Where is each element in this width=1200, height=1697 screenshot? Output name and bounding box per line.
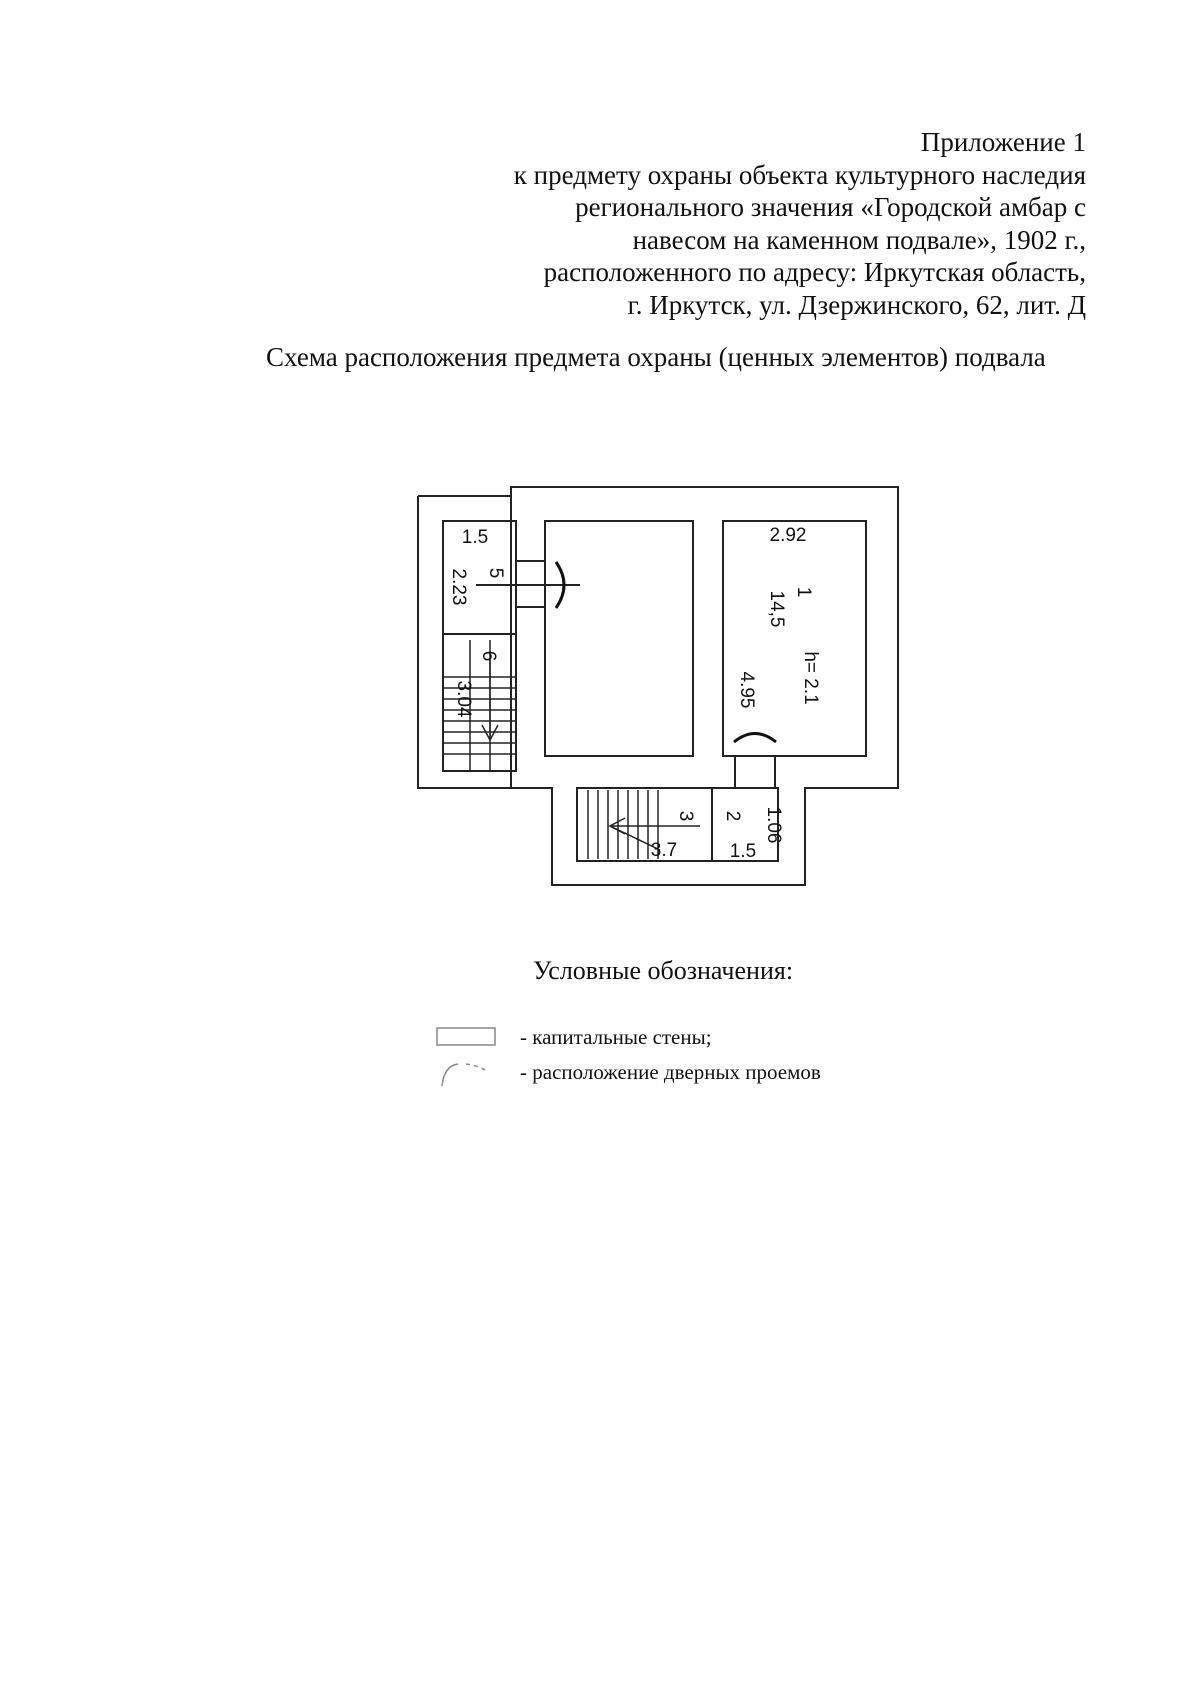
wall-legend-icon (436, 1026, 498, 1048)
room-3-length-label: 3.7 (650, 840, 678, 861)
room-5-length-label: 2.23 (448, 568, 469, 606)
room-1-area-label: 14,5 (766, 590, 787, 628)
legend-walls-text: - капитальные стены; (520, 1025, 712, 1049)
header-line: регионального значения «Городской амбар с (575, 192, 1086, 222)
room-2-width-label: 1.5 (729, 841, 757, 862)
room-1-width-label: 2.92 (769, 525, 807, 546)
scheme-title: Схема расположения предмета охраны (ценных элементов) подвала (266, 342, 1046, 372)
room-5-number-label: 5 (485, 567, 506, 579)
room-5-width-label: 1.5 (461, 527, 489, 548)
room-2-length-label: 1.06 (763, 806, 784, 844)
room-1-number-label: 1 (793, 586, 814, 598)
legend-title: Условные обозначения: (533, 956, 794, 985)
header-line: расположенного по адресу: Иркутская область, (543, 257, 1086, 287)
room-5-outline (443, 521, 516, 771)
header-line: навесом на каменном подвале», 1902 г., (632, 224, 1086, 255)
central-room-outline (545, 521, 693, 756)
header-line: к предмету охраны объекта культурного наследия (513, 159, 1086, 190)
door-arc-icon (734, 734, 776, 743)
room-6-length-label: 3.04 (453, 680, 474, 718)
legend-doors-text: - расположение дверных проемов (520, 1060, 821, 1084)
room-1-height-label: h= 2.1 (800, 651, 821, 705)
header-line: Приложение 1 (920, 127, 1086, 157)
door-opening (735, 756, 775, 788)
header-line: г. Иркутск, ул. Дзержинского, 62, лит. Д (627, 289, 1086, 320)
room-1-length-label: 4.95 (736, 671, 757, 709)
room-3-number-label: 3 (675, 810, 696, 822)
room-2-number-label: 2 (722, 810, 743, 822)
room-1-outline (723, 521, 866, 756)
door-legend-icon (436, 1058, 498, 1088)
room-6-number-label: 6 (478, 650, 499, 662)
